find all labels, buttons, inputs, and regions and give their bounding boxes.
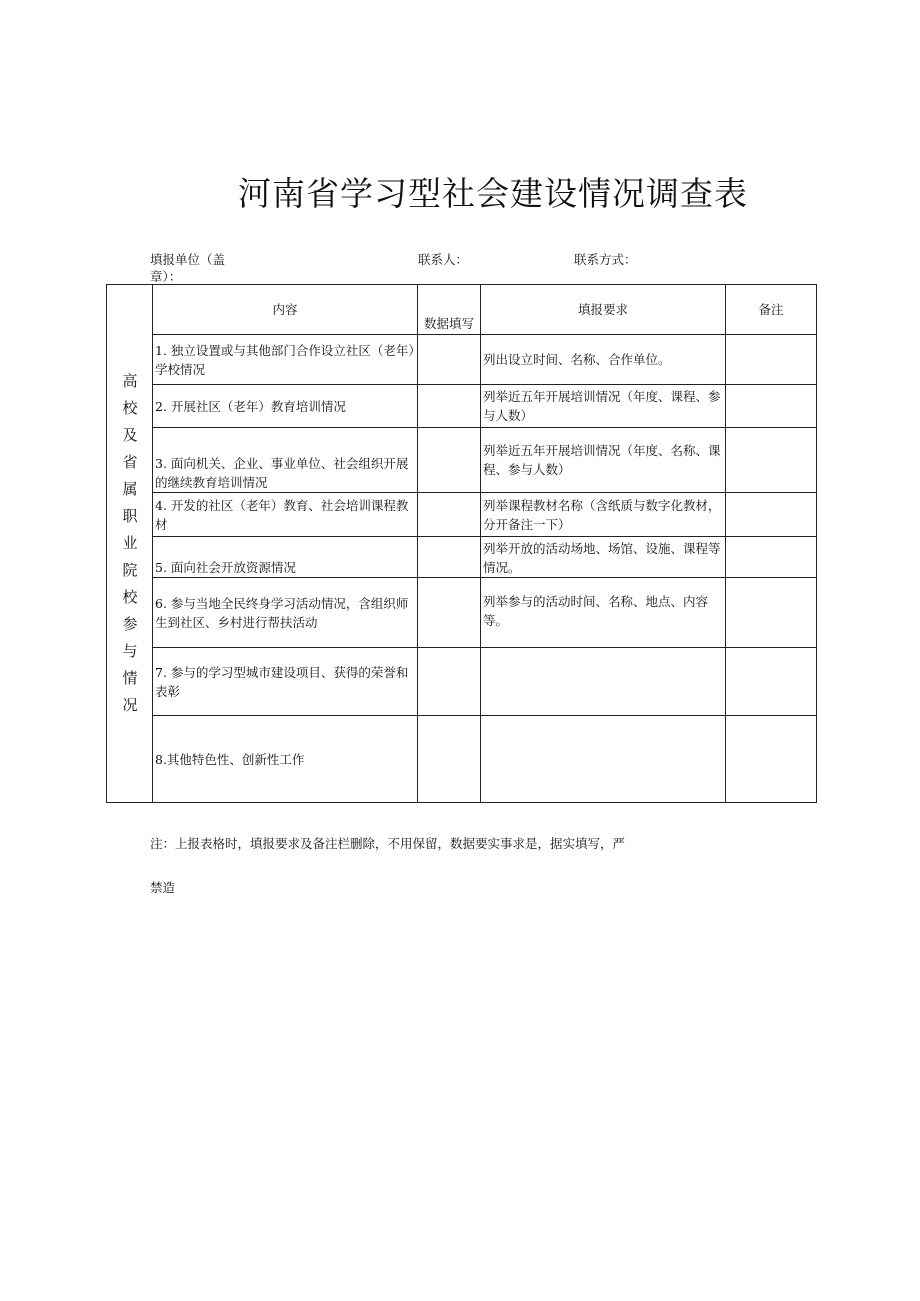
row-content: 8.其他特色性、创新性工作 <box>153 716 418 803</box>
table-row <box>107 335 817 385</box>
remark-cell[interactable] <box>726 537 817 578</box>
table-row <box>107 428 817 493</box>
header-requirement: 填报要求 <box>481 285 726 335</box>
side-label: 高校及省属职业院校参与情况 <box>122 372 138 714</box>
data-cell[interactable] <box>418 648 481 716</box>
table-row <box>107 537 817 578</box>
row-requirement: 列举课程教材名称（含纸质与数字化教材，分开备注一下） <box>481 493 726 537</box>
unit-label: 填报单位（盖章）： <box>150 252 226 284</box>
remark-cell[interactable] <box>726 428 817 493</box>
row-requirement: 列出设立时间、名称、合作单位。 <box>481 335 726 385</box>
remark-cell[interactable] <box>726 578 817 648</box>
row-requirement <box>481 716 726 803</box>
row-content: 4. 开发的社区（老年）教育、社会培训课程教材 <box>153 493 418 537</box>
remark-cell[interactable] <box>726 385 817 428</box>
remark-cell[interactable] <box>726 648 817 716</box>
contact-person-label: 联系人： <box>418 252 469 267</box>
data-cell[interactable] <box>418 335 481 385</box>
data-cell[interactable] <box>418 428 481 493</box>
row-requirement <box>481 648 726 716</box>
side-label-cell <box>107 285 153 803</box>
table-row <box>107 578 817 648</box>
row-content: 3. 面向机关、企业、事业单位、社会组织开展的继续教育培训情况 <box>153 428 418 493</box>
row-content: 5. 面向社会开放资源情况 <box>153 537 418 578</box>
row-content: 1. 独立设置或与其他部门合作设立社区（老年）学校情况 <box>153 335 418 385</box>
contact-method-label: 联系方式： <box>574 252 637 267</box>
data-cell[interactable] <box>418 537 481 578</box>
table-row <box>107 493 817 537</box>
header-remark: 备注 <box>726 285 817 335</box>
header-data: 数据填写 <box>418 285 481 335</box>
data-cell[interactable] <box>418 716 481 803</box>
remark-cell[interactable] <box>726 716 817 803</box>
row-requirement: 列举开放的活动场地、场馆、设施、课程等情况。 <box>481 537 726 578</box>
row-requirement: 列举近五年开展培训情况（年度、课程、参与人数） <box>481 385 726 428</box>
footnote-line-2: 禁造 <box>150 880 176 895</box>
table-header-row <box>107 285 817 335</box>
remark-cell[interactable] <box>726 493 817 537</box>
page-title: 河南省学习型社会建设情况调查表 <box>238 174 748 213</box>
table-row <box>107 716 817 803</box>
data-cell[interactable] <box>418 385 481 428</box>
row-requirement: 列举近五年开展培训情况（年度、名称、课程、参与人数） <box>481 428 726 493</box>
row-content: 2. 开展社区（老年）教育培训情况 <box>153 385 418 428</box>
data-cell[interactable] <box>418 493 481 537</box>
header-content: 内容 <box>153 285 418 335</box>
survey-table <box>106 284 817 803</box>
row-content: 7. 参与的学习型城市建设项目、获得的荣誉和表彰 <box>153 648 418 716</box>
remark-cell[interactable] <box>726 335 817 385</box>
row-content: 6. 参与当地全民终身学习活动情况，含组织师生到社区、乡村进行帮扶活动 <box>153 578 418 648</box>
row-requirement: 列举参与的活动时间、名称、地点、内容等。 <box>481 578 726 648</box>
table-row <box>107 648 817 716</box>
table-row <box>107 385 817 428</box>
footnote-line-1: 注：上报表格时，填报要求及备注栏删除，不用保留，数据要实事求是，据实填写，严 <box>150 836 626 851</box>
data-cell[interactable] <box>418 578 481 648</box>
